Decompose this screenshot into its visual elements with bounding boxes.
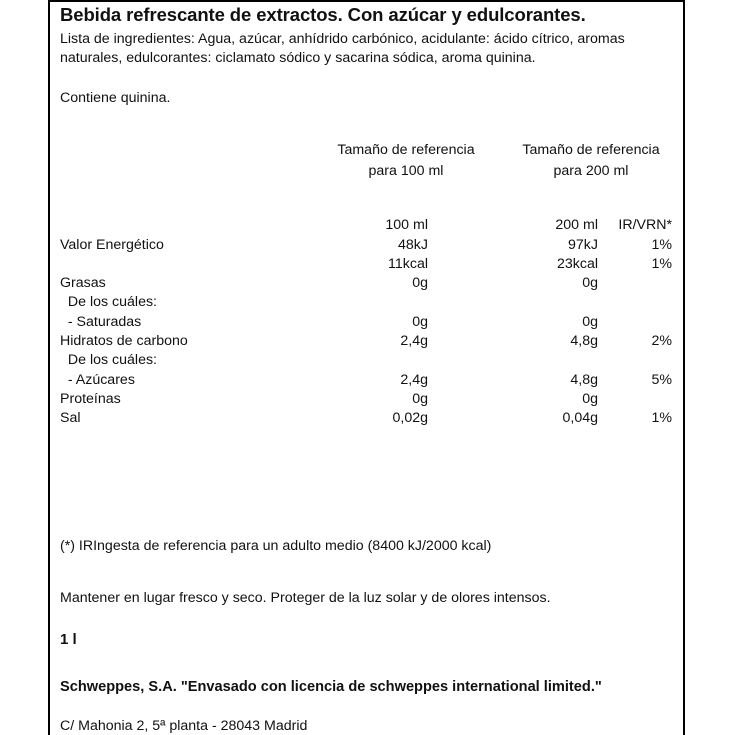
company-address: C/ Mahonia 2, 5ª planta - 28043 Madrid xyxy=(60,718,308,734)
row-label: De los cuáles: xyxy=(60,352,157,368)
row-value-100ml: 0g xyxy=(412,275,428,291)
row-value-100ml: 2,4g xyxy=(400,333,428,349)
row-label: Hidratos de carbono xyxy=(60,333,188,349)
row-value-200ml: 97kJ xyxy=(568,237,598,253)
product-title: Bebida refrescante de extractos. Con azúcar y edulcorantes. xyxy=(60,4,586,25)
contains-note: Contiene quinina. xyxy=(60,90,171,106)
row-value-100ml: 2,4g xyxy=(400,372,428,388)
col1-header-line2: para 100 ml xyxy=(368,163,444,179)
row-value-100ml: 0g xyxy=(412,314,428,330)
col1-header xyxy=(320,140,492,182)
row-value-200ml: 0,04g xyxy=(562,410,598,426)
storage-instructions: Mantener en lugar fresco y seco. Proteger de la luz solar y de olores intensos. xyxy=(60,590,551,606)
row-label: - Saturadas xyxy=(60,314,142,330)
col2-header-line1: Tamaño de referencia xyxy=(522,142,660,158)
ingredients-list: Lista de ingredientes: Agua, azúcar, anhídrido carbónico, acidulante: ácido cítrico, aromas naturales, edulcorantes: ciclamato sódico y sacarina sódica, aroma quinina. xyxy=(60,31,625,66)
row-value-200ml: 23kcal xyxy=(556,256,598,272)
row-value-100ml: 0,02g xyxy=(392,410,428,426)
footnote: (*) IRIngesta de referencia para un adulto medio (8400 kJ/2000 kcal) xyxy=(60,538,492,554)
unit-col1: 100 ml xyxy=(385,217,428,233)
col2-header-line2: para 200 ml xyxy=(553,163,629,179)
row-label: Proteínas xyxy=(60,391,121,407)
row-value-200ml: 0g xyxy=(582,275,598,291)
row-value-200ml: 0g xyxy=(582,391,598,407)
row-value-ir: 5% xyxy=(651,372,672,388)
row-label: Grasas xyxy=(60,275,106,291)
col1-header-line1: Tamaño de referencia xyxy=(337,142,475,158)
volume: 1 l xyxy=(60,631,77,648)
row-value-ir: 2% xyxy=(651,333,672,349)
row-value-200ml: 4,8g xyxy=(570,372,598,388)
row-value-ir: 1% xyxy=(651,237,672,253)
unit-col3: IR/VRN* xyxy=(618,217,672,233)
row-label: - Azúcares xyxy=(60,372,135,388)
company-info: Schweppes, S.A. "Envasado con licencia de schweppes international limited." xyxy=(60,679,602,695)
row-value-ir: 1% xyxy=(651,256,672,272)
row-value-100ml: 11kcal xyxy=(388,256,428,272)
row-value-ir: 1% xyxy=(651,410,672,426)
row-value-200ml: 0g xyxy=(582,314,598,330)
row-value-100ml: 48kJ xyxy=(398,237,428,253)
row-value-200ml: 4,8g xyxy=(570,333,598,349)
unit-col2: 200 ml xyxy=(555,217,598,233)
row-label: Valor Energético xyxy=(60,237,164,253)
row-label: De los cuáles: xyxy=(60,294,157,310)
row-value-100ml: 0g xyxy=(412,391,428,407)
row-label: Sal xyxy=(60,410,81,426)
col2-header xyxy=(505,140,677,182)
